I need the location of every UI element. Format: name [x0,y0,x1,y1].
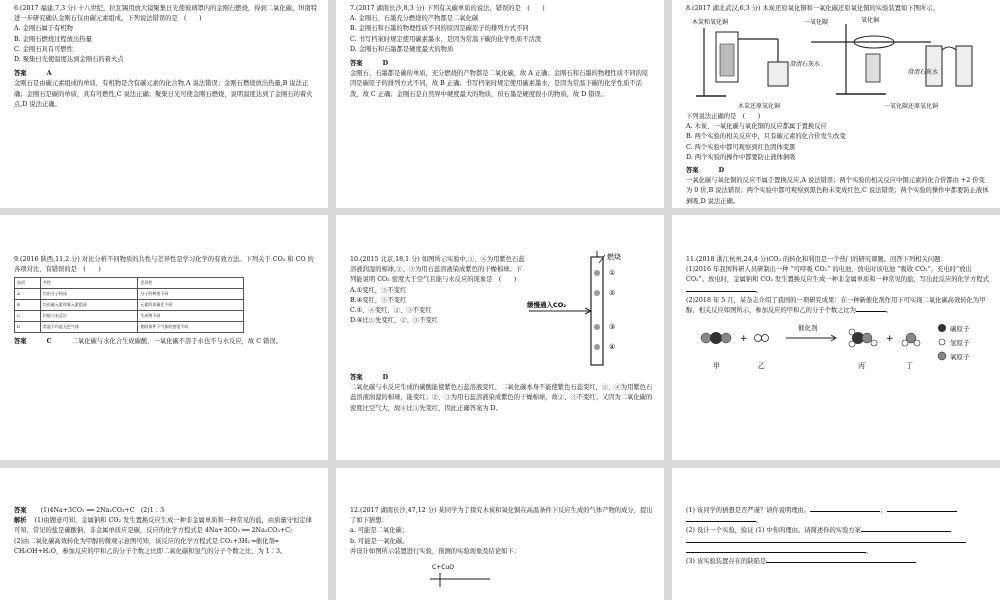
option-a: A.①变红，③不变红 [350,286,407,294]
option-c: C. 金刚石具有可燃性 [14,45,73,53]
explanation-label: 解析 [14,517,27,525]
label-ding: 丁 [906,362,913,371]
label-co: 一氧化碳 [804,19,829,27]
explanation: 二氧化碳与水反应生成的碳酸能使紫色石蕊溶液变红，二氧化碳本身不能使紫色石蕊变红，①、④为用紫色石蕊溶液润湿的棉球，能变红；②、③为用石蕊溶液染成紫色的干燥棉球，故②、③不变红；又因为二氧化碳的密度比空气大，故④比①先变红，因此正确答案为 D。 [350,384,653,412]
answer-blank[interactable] [686,521,756,522]
slide-question-7 [336,0,664,208]
question-text: 11.(2018 浙江杭州,24,4 分)CO₂ 的转化和利用是一个热门的研究课题。回答下列相关问题： [686,256,947,263]
label-cuo: 氧化铜 [861,17,880,25]
question-text: 6.(2017 福建,7,3 分) 十八世纪，拉瓦锡用放大镜聚集日光使玻璃罩内的金刚石燃烧，得到二氧化碳。坦南特进一步研究确认金刚石仅由碳元素组成。下列说法错误的是 ( ) [14,5,318,23]
slide-question-9 [0,215,328,460]
part-1-text: (1)2016 年我国科研人员研制出一种 “可呼吸 CO₂” 的电池，放电时该电池 “吸收 CO₂”，充电时“放出 CO₂”。放电时，金属钠和 CO₂ 发生置换反应生成一种非金属单质和一种常见的盐，写出此反应的化学方程式 [686,266,989,284]
mark-2: ② [609,289,616,297]
question-prompt: 下列说法正确的是 ( ) [686,113,761,121]
question-text: 7.(2017 湖南长沙,8,3 分) 下列有关碳单质的说法，错误的是 ( ) [350,5,545,12]
option-a: A. 金刚石属于有机物 [14,25,73,33]
hypothesis-a: a. 可能是二氧化碳； [350,527,409,535]
legend-hydrogen: 氢原子 [950,339,970,348]
option-d: D.④比①先变红，②、③不变红 [350,317,439,325]
catalyst-label: 催化剂 [798,324,818,333]
caption-right: 一氧化碳还原氧化铜 [883,103,938,111]
part-3-text: (3) 该实验装置存在的缺陷是 [686,557,767,565]
answer-label: 答案 [686,167,699,175]
label-limewater-1: 澄清石灰水 [790,61,821,69]
apparatus-diagram [686,14,986,104]
slide-question-10 [336,215,664,460]
part-2-text: (2)2018 年 5 月，某杂志介绍了我国的一项研究成果：在一种新催化剂作用下可实现二氧化碳高效转化为甲醇，相关反应如图所示，参加反应的甲和乙的分子个数之比为 [686,296,986,314]
answer-blank[interactable] [861,531,951,532]
svg-text:+: + [886,334,894,345]
explanation: 金刚石、石墨都是碳的单质，充分燃烧的产物都是二氧化碳，故 A 正确；金刚石和石墨的物理性质不同的原因是碳原子的排列方式不同，故 B 正确；书写档案时规定使用碳素墨水，是因为常温下碳的化学性质不活泼，故 C 正确；金刚石是自然界中硬度最大的物质，但石墨是硬度很小的物质，故 D 错误。 [350,70,649,98]
option-d: D. 金刚石和石墨都是硬度最大的物质 [350,45,454,53]
explanation: 一氧化碳与氧化铜的反应不属于置换反应,A 说法错误；两个实验的相关反应中铜元素的化合价都由 +2 价变为 0 价,B 说法错误；两个实验中都可观察到黑色粉末变成红色,C 说法错误；两个实验的操作中都要防止液体倒吸,D 说法正确。 [686,177,989,205]
answer-value: D [382,59,389,67]
table-row: A 均由分子构成 分子的种类不同 [15,289,244,300]
answer-blank[interactable] [686,552,866,553]
setup-text: 并设计如图所示装置进行实验，预测的实验现象及结论如下： [350,547,521,555]
table-row: D 常温下均是无色气体 相同条件下气体的密度不同 [15,322,244,333]
answer-label: 答案 [350,59,363,67]
table-row: B 均由碳元素和氧元素组成 元素的质量比不同 [15,300,244,311]
co2-tube-diagram [525,249,645,369]
answer-blank[interactable] [686,291,756,292]
label-c-cuo: C+CuO [432,563,454,571]
option-a: A. 金刚石、石墨充分燃烧的产物都是二氧化碳 [350,15,479,23]
explanation-2: (2)由二氧化碳高效转化为甲醇的微观示意图可知，该反应的化学方程式是 CO₂+3H₂ ═催化剂═ CH₃OH+H₂O，参加反应的甲和乙的分子个数之比即二氧化碳和氢气的分子个数之比，为 1∶3。 [14,537,287,555]
answer-value: A [46,70,52,78]
label-jia: 甲 [713,362,720,371]
answer-blank[interactable] [766,562,916,563]
option-d: D. 两个实验的操作中都要防止液体倒吸 [686,153,796,161]
label-carbon-cuo: 木炭和氧化铜 [692,19,729,27]
slide-question-12 [336,468,664,600]
question-text: 9.(2016 陕西,11,2 分) 对比分析不同物质的共性与差异性是学习化学的有效方法。下列关于 CO₂ 和 CO 的各项对比，有错误的是 ( ) [14,256,314,274]
svg-text:+: + [740,334,748,345]
explanation: 二氧化碳与水化合生成碳酸，一氧化碳不溶于水也不与水反应，故 C 错误。 [71,338,282,346]
apparatus-partial [410,557,530,587]
label-co2-inlet: 缓慢通入CO₂ [527,301,567,309]
caption-left: 木炭还原氧化铜 [737,103,780,111]
option-c: C. 两个实验中都可观察到红色固体变黑 [686,143,796,151]
label-bing: 丙 [858,362,865,371]
mark-4: ④ [609,343,616,351]
answer-label: 答案 [350,374,363,381]
answer-blank[interactable] [810,511,880,512]
option-b: B. 金刚石和石墨的物理性质不同的原因是碳原子的排列方式不同 [350,25,529,33]
option-b: B. 金刚石燃烧过程放出热量 [14,35,92,43]
part-1-text: (1) 该同学的猜想是否严谨？请你说明理由。 [686,507,811,514]
answer-blank[interactable] [887,511,957,512]
label-yi: 乙 [758,362,765,371]
label-flame: 燃烧 [607,253,621,261]
option-a: A. 木炭、一氧化碳与氧化铜的反应都属于置换反应 [686,123,827,131]
slide-question-6 [0,0,328,208]
answer-blank[interactable] [686,542,966,543]
answer-label: 答案 [14,70,27,78]
table-row: 选项 共性 差异性 [15,278,244,289]
option-c: C. 书写档案时规定使用碳素墨水，是因为常温下碳的化学性质不活泼 [350,35,542,43]
mark-1: ① [609,269,616,277]
option-c: C.①、④变红，②、③不变红 [350,306,432,314]
answer-value: D [718,167,725,175]
explanation: 金刚石是由碳元素组成的单质，有机物是含有碳元素的化合物,A 说法错误；金刚石燃烧放出热量,B 说法正确；金刚石是碳的单质，具有可燃性,C 说法正确；聚集日光可使金刚石燃烧，说明温度达到了金刚石的着火点,D 说法正确。 [14,80,313,108]
label-limewater-2: 澄清石灰水 [908,69,939,77]
slide-question-12-parts: (1) 该同学的猜想是否严谨？请你说明理由。 ； 。 (2) 设计一个实验，验证 (1) 中你的理由。请简述你的实验方案 。 (3) 该实验装置存在的缺陷是 [672,468,1000,600]
question-text: 10.(2015 北京,18,1 分) 如图所示实验中,①、④为用紫色石蕊溶液润湿的棉球,②、③为用石蕊溶液染成紫色的干燥棉球。下列能说明 CO₂ 密度大于空气且能与水反应的现象是 ( ) [350,256,525,284]
answer-value: C [46,338,52,346]
answer-value: D [382,374,389,381]
reaction-diagram [686,316,986,386]
answer-blank[interactable] [856,311,886,312]
table-row: C 均能与水反应 生成物不同 [15,311,244,322]
question-text: 8.(2017 湖北武汉,6,3 分) 木炭还原氧化铜和一氧化碳还原氧化铜的实验装置如下图所示。 [686,5,939,12]
question-text: 12.(2017 湖南长沙,47,12 分) 某同学为了探究木炭和氧化铜在高温条件下反应生成的气体产物的成分，提出了如下猜想： [350,507,653,525]
mark-3: ③ [609,323,616,331]
slide-question-8 [672,0,1000,208]
answer-label: 答案 [14,338,27,346]
explanation-1: (1)由题意可知，金属钠和 CO₂ 发生置换反应生成一种非金属单质和一种常见的盐，由质量守恒定律可知，常见的盐是碳酸钠，非金属单质应是碳，反应的化学方程式是 4Na+3CO₂ ══ 2Na₂CO₃+C; [14,517,312,535]
comparison-table [14,277,244,333]
legend-oxygen: 氧原子 [950,353,970,362]
hypothesis-b: b. 可能是一氧化碳。 [350,537,409,545]
slide-answer-11 [0,468,328,600]
legend-carbon: 碳原子 [950,325,970,334]
option-d: D. 聚集日光使温度达到金刚石的着火点 [14,55,124,63]
option-b: B.④变红，③不变红 [350,296,407,304]
slide-question-11: 11.(2018 浙江杭州,24,4 分)CO₂ 的转化和利用是一个热门的研究课题。回答下列相关问题： (1)2016 年我国科研人员研制出一种 “可呼吸 CO₂” 的电池，放电时该电池 “吸收 CO₂”，充电时“放出 CO₂”。放电时，金属钠和 CO₂ 发生置换反应生成一种非金属单质和一种常见的盐，写出此反应的化学方程式。 (2)2018 年 5 月，某杂志介绍了我国的一项研究成果：在一种新催化剂作用下可实现二氧化碳高效转化为甲醇，相关反应如图所示，参加反应的甲和乙的分子个数之比为 。 + 催化剂 + 甲 乙 丙 丁 碳原子 氢原子 氧原子 [672,215,1000,460]
part-2-text: (2) 设计一个实验，验证 (1) 中你的理由。请简述你的实验方案 [686,527,861,535]
answer-label: 答案 [14,507,27,514]
answer-value: (1)4Na+3CO₂ ══ 2Na₂CO₃+C (2)1∶3 [40,507,165,514]
option-b: B. 两个实验的相关反应中，只有碳元素的化合价发生改变 [686,133,846,141]
